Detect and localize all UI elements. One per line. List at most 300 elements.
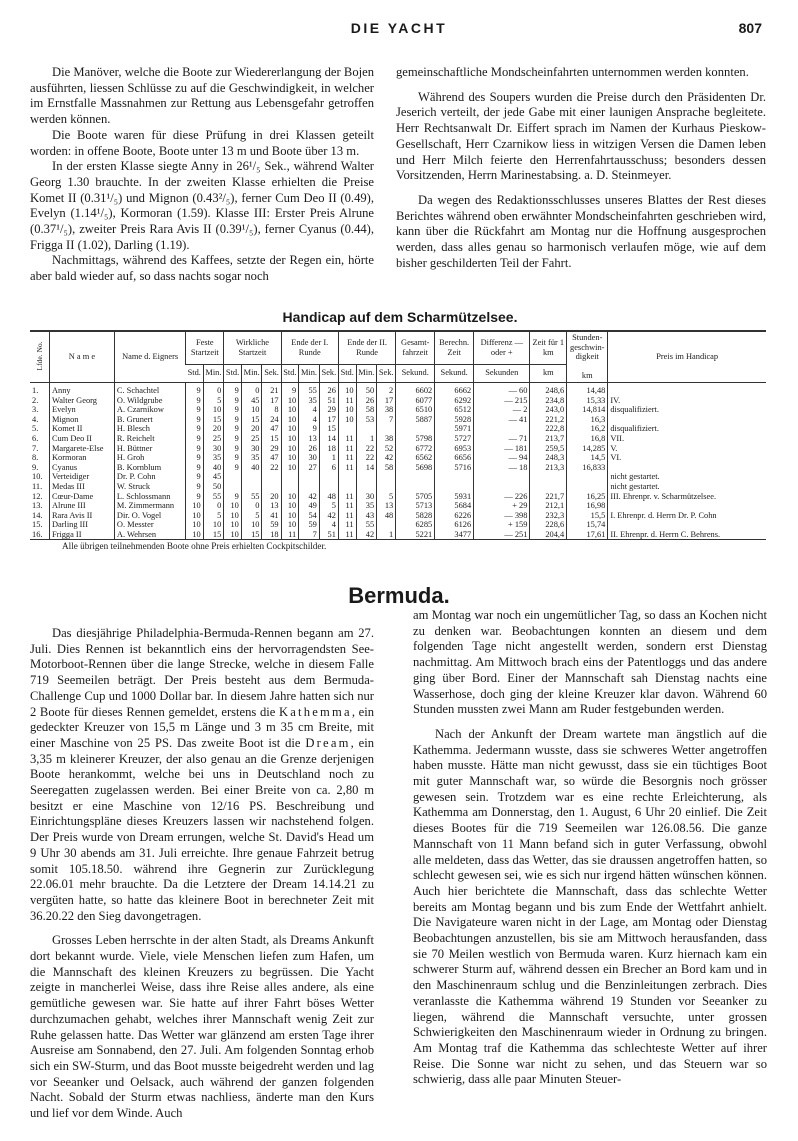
table-cell: 6077 [396, 396, 435, 406]
table-cell: 51 [319, 396, 338, 406]
table-cell: 213,7 [530, 434, 567, 444]
table-cell: 14. [32, 510, 43, 520]
table-cell: 259,5 [530, 444, 567, 454]
table-cell: 10 [203, 405, 224, 415]
table-row [30, 530, 766, 540]
sub-min: Min. [241, 364, 262, 382]
table-cell: — 41 [474, 415, 530, 425]
sub-sek: Sek. [262, 364, 281, 382]
table-cell: 22 [356, 444, 377, 454]
table-cell [608, 463, 766, 473]
table-cell [567, 482, 608, 492]
table-cell: 0 [241, 501, 262, 511]
table-cell: 35 [356, 501, 377, 511]
table-cell: 10 [338, 405, 356, 415]
table-cell: 52 [377, 444, 396, 454]
table-cell: — 71 [474, 434, 530, 444]
table-title: Handicap auf dem Scharmützelsee. [282, 309, 518, 325]
table-cell: IV. [608, 396, 766, 406]
table-cell [435, 482, 474, 492]
table-cell: Dr. P. Cohn [114, 472, 185, 482]
table-cell: — 2 [474, 405, 530, 415]
table-cell [396, 424, 435, 434]
table-cell: Darling III [49, 520, 114, 530]
table-cell: 6772 [396, 444, 435, 454]
table-cell: 9 [186, 382, 203, 395]
table-cell: 29 [262, 444, 281, 454]
table-cell: 10 [186, 530, 203, 540]
table-cell: 15,74 [567, 520, 608, 530]
table-cell: 25 [203, 434, 224, 444]
table-cell: W. Struck [114, 482, 185, 492]
table-cell: 15,5 [567, 511, 608, 521]
table-footnote: Alle übrigen teilnehmenden Boote ohne Preis erhielten Cockpitschilder. [62, 541, 327, 551]
table-cell: 7 [299, 530, 320, 540]
table-cell: 5 [203, 511, 224, 521]
table-cell: 16,2 [567, 424, 608, 434]
table-cell: 9 [224, 444, 242, 454]
top-left-column [30, 65, 374, 285]
table-row [30, 396, 766, 406]
sub-sek: Sek. [377, 364, 396, 382]
table-cell: 29 [319, 405, 338, 415]
table-cell [356, 424, 377, 434]
table-cell: 35 [299, 396, 320, 406]
table-cell: 30 [356, 492, 377, 502]
col-header-zeit-km: Zeit für 1 km [530, 331, 567, 364]
table-cell: 9 [299, 424, 320, 434]
table-cell [377, 520, 396, 530]
table-cell: — 94 [474, 453, 530, 463]
table-cell: 10 [281, 415, 299, 425]
table-cell: Cyanus [49, 463, 114, 473]
table-cell: 10 [241, 405, 262, 415]
sub-sekunden: Sekunden [474, 364, 530, 382]
table-cell: Cum Deo II [49, 434, 114, 444]
table-cell: 38 [377, 405, 396, 415]
table-cell: 53 [356, 415, 377, 425]
table-cell: 2. [32, 395, 39, 405]
table-cell: 26 [299, 444, 320, 454]
table-cell [224, 472, 242, 482]
table-cell: 0 [241, 382, 262, 395]
table-cell: 6226 [435, 511, 474, 521]
table-cell: 10 [241, 520, 262, 530]
table-cell: 10 [224, 511, 242, 521]
table-cell: 18 [319, 444, 338, 454]
handicap-table-body [30, 382, 766, 540]
table-cell: 1. [32, 385, 39, 395]
table-cell: disqualifiziert. [608, 424, 766, 434]
table-cell: 15 [262, 434, 281, 444]
table-cell: 16,8 [567, 434, 608, 444]
table-cell: 6656 [435, 453, 474, 463]
table-cell: 9 [186, 405, 203, 415]
table-cell: Komet II [49, 424, 114, 434]
col-header-speed [567, 331, 608, 382]
table-cell: 5 [319, 501, 338, 511]
table-cell: 9 [224, 382, 242, 395]
table-cell: R. Reichelt [114, 434, 185, 444]
table-cell: Verteidiger [49, 472, 114, 482]
table-cell: 9 [224, 415, 242, 425]
table-cell: 45 [203, 472, 224, 482]
table-cell: 10 [281, 453, 299, 463]
handicap-table [30, 330, 766, 540]
col-header-nr: Lfde. No. [30, 331, 49, 382]
table-cell: A. Wehrsen [114, 530, 185, 540]
table-cell [435, 472, 474, 482]
table-cell: 15 [203, 530, 224, 540]
table-cell: III. Ehrenpr. v. Scharmützelsee. [608, 492, 766, 502]
table-cell: 42 [299, 492, 320, 502]
table-row [30, 382, 766, 395]
table-cell: 40 [203, 463, 224, 473]
sub-std: Std. [224, 364, 242, 382]
table-cell: 11 [338, 511, 356, 521]
table-cell: O. Wildgrube [114, 396, 185, 406]
sub-std: Std. [338, 364, 356, 382]
table-cell [377, 482, 396, 492]
table-cell [567, 472, 608, 482]
table-cell: nicht gestartet. [608, 472, 766, 482]
page-number: 807 [738, 20, 762, 36]
table-cell [530, 472, 567, 482]
table-cell: Anny [49, 382, 114, 395]
table-cell: 16,98 [567, 501, 608, 511]
table-cell: 5971 [435, 424, 474, 434]
table-cell: 55 [299, 382, 320, 395]
table-cell: 3477 [435, 530, 474, 540]
table-cell: 5. [32, 424, 39, 434]
table-cell: 58 [356, 405, 377, 415]
table-cell: 232,3 [530, 511, 567, 521]
table-cell: 26 [319, 382, 338, 395]
table-cell: 9 [186, 415, 203, 425]
table-cell [262, 472, 281, 482]
table-cell: M. Zimmermann [114, 501, 185, 511]
table-cell: Mignon [49, 415, 114, 425]
table-cell: 55 [356, 520, 377, 530]
table-cell: 9 [224, 434, 242, 444]
table-cell: 6126 [435, 520, 474, 530]
table-cell: 48 [377, 511, 396, 521]
paragraph: Nachmittags, während des Kaffees, setzte der Regen ein, hörte aber bald wieder auf, so dass nachts sogar noch [30, 253, 374, 284]
table-cell: 22 [356, 453, 377, 463]
table-cell: 5931 [435, 492, 474, 502]
table-cell: 10 [281, 492, 299, 502]
table-cell: 13 [377, 501, 396, 511]
table-cell: 5684 [435, 501, 474, 511]
table-cell: 11 [338, 520, 356, 530]
paragraph: In der ersten Klasse siegte Anny in 26¹/₅ Sek., während Walter Georg 1.30 brauchte. In der zweiten Klasse erhielten die Preise Komet II (0.31¹/₅) und Mignon (0.43²/₅), ferner Cum Deo II (0.49), Evelyn (1.14¹/₅), Kormoran (1.59). Klasse III: Erster Preis Alrune (0.37¹/₅), zweiter Preis Rara Avis II (0.39¹/₅), ferner Cyanus (0.44), Frigga II (1.02), Darling (1.19). [30, 159, 374, 252]
table-cell: 20 [241, 424, 262, 434]
table-cell: 9 [224, 492, 242, 502]
table-cell: 30 [241, 444, 262, 454]
table-cell [338, 472, 356, 482]
col-header-berechn: Berechn. Zeit [435, 331, 474, 364]
table-row [30, 501, 766, 511]
table-cell: — 60 [474, 382, 530, 395]
col-header-gesamt: Gesamt-fahrzeit [396, 331, 435, 364]
table-cell: 14,285 [567, 444, 608, 454]
table-cell: 14,48 [567, 382, 608, 395]
table-cell: 213,3 [530, 463, 567, 473]
table-cell [241, 472, 262, 482]
table-cell: 20 [203, 424, 224, 434]
running-title: DIE YACHT [350, 20, 448, 36]
table-cell: 21 [262, 382, 281, 395]
table-cell: 11 [338, 501, 356, 511]
sub-sek: Sek. [319, 364, 338, 382]
table-cell: 10 [186, 511, 203, 521]
table-cell: 42 [377, 453, 396, 463]
table-cell: Alrune III [49, 501, 114, 511]
table-cell [377, 424, 396, 434]
table-cell: 4 [319, 520, 338, 530]
table-cell: 11 [338, 463, 356, 473]
table-cell: 16. [30, 530, 49, 540]
table-cell: 1 [319, 453, 338, 463]
article-right-column [413, 608, 767, 1088]
table-cell [608, 501, 766, 511]
table-cell: 10 [224, 520, 242, 530]
table-cell: 42 [319, 511, 338, 521]
table-cell: 22 [262, 463, 281, 473]
table-row [30, 520, 766, 530]
table-cell: C. Schachtel [114, 382, 185, 395]
table-cell: 14,5 [567, 453, 608, 463]
table-cell: 6662 [435, 382, 474, 395]
speed-label: Stunden-geschwin-digkeit [570, 333, 605, 362]
table-cell: 47 [262, 453, 281, 463]
table-cell: 11 [338, 453, 356, 463]
table-cell: 41 [262, 511, 281, 521]
table-cell [530, 482, 567, 492]
table-cell: 10 [224, 530, 242, 540]
table-cell: 10 [281, 396, 299, 406]
table-cell: 10 [338, 382, 356, 395]
table-row [30, 444, 766, 454]
table-cell: Evelyn [49, 405, 114, 415]
table-cell: 11 [338, 444, 356, 454]
table-row [30, 405, 766, 415]
table-cell: 15. [32, 520, 43, 530]
table-cell [608, 382, 766, 395]
table-cell: 10 [281, 444, 299, 454]
table-cell: V. [608, 444, 766, 454]
table-cell: 221,7 [530, 492, 567, 502]
table-cell: 18 [262, 530, 281, 540]
table-cell [608, 520, 766, 530]
table-cell: 10 [281, 424, 299, 434]
table-row [30, 511, 766, 521]
table-cell: 17 [319, 415, 338, 425]
table-cell: 5 [377, 492, 396, 502]
table-cell: 13 [299, 434, 320, 444]
table-cell: 55 [203, 492, 224, 502]
table-cell: 13 [262, 501, 281, 511]
table-cell: 11. [32, 481, 43, 491]
table-cell: O. Messter [114, 520, 185, 530]
table-cell: 5713 [396, 501, 435, 511]
table-cell: 49 [299, 501, 320, 511]
table-cell [474, 482, 530, 492]
table-cell: 10 [203, 520, 224, 530]
table-cell [396, 472, 435, 482]
table-cell: 9 [186, 396, 203, 406]
table-cell: 15 [241, 415, 262, 425]
table-cell: 9 [224, 424, 242, 434]
table-cell [281, 482, 299, 492]
table-cell: 9. [32, 462, 39, 472]
table-cell: 26 [356, 396, 377, 406]
table-cell: 59 [299, 520, 320, 530]
table-cell: 27 [299, 463, 320, 473]
table-cell: 1 [356, 434, 377, 444]
top-right-column [396, 65, 766, 271]
table-cell: — 251 [474, 530, 530, 540]
table-cell: 4 [299, 405, 320, 415]
table-cell: 6602 [396, 382, 435, 395]
table-cell: Dir. O. Vogel [114, 511, 185, 521]
sub-min: Min. [299, 364, 320, 382]
table-cell: 14 [356, 463, 377, 473]
table-cell [608, 415, 766, 425]
table-cell [299, 472, 320, 482]
table-row [30, 434, 766, 444]
table-cell: disqualifiziert. [608, 405, 766, 415]
table-cell: 11 [338, 396, 356, 406]
sub-min: Min. [203, 364, 224, 382]
table-cell: 42 [356, 530, 377, 540]
table-cell [474, 424, 530, 434]
table-cell: 10 [281, 463, 299, 473]
table-cell: 5887 [396, 415, 435, 425]
table-cell: L. Schlossmann [114, 492, 185, 502]
table-cell: A. Czarnikow [114, 405, 185, 415]
table-cell: 9 [186, 463, 203, 473]
table-cell: 54 [299, 511, 320, 521]
table-cell: 30 [299, 453, 320, 463]
table-cell: Cœur-Dame [49, 492, 114, 502]
table-cell: — 215 [474, 396, 530, 406]
table-cell: + 159 [474, 520, 530, 530]
table-cell: I. Ehrenpr. d. Herrn Dr. P. Cohn [608, 511, 766, 521]
paragraph: Die Manöver, welche die Boote zur Wiedererlangung der Bojen ausführten, liessen Schlüsse zu auf die Geschwindigkeit, in welcher im Ernstfalle Massnahmen zur Rettung aus Lebensgefahr getroffen werden können. [30, 65, 374, 127]
table-cell [474, 472, 530, 482]
table-cell: VII. [608, 434, 766, 444]
table-cell: 25 [241, 434, 262, 444]
table-cell: 11 [281, 530, 299, 540]
table-cell: 58 [377, 463, 396, 473]
table-cell: 1 [377, 530, 396, 540]
table-cell: 243,0 [530, 405, 567, 415]
table-cell: 14 [319, 434, 338, 444]
table-cell: 10 [281, 520, 299, 530]
table-cell: 6953 [435, 444, 474, 454]
table-cell [281, 472, 299, 482]
table-cell: 9 [224, 463, 242, 473]
table-cell: 5705 [396, 492, 435, 502]
table-cell: 2 [377, 382, 396, 395]
table-cell [377, 472, 396, 482]
text-run: , ein 3,35 m kleinerer Kreuzer, der also genau an die Grenze derjenigen Boote herankommt, welche bei uns in Deutschland noch zu Seeregatten zugelassen werden. Bei einer Breite von ca. 2,80 m besitzt er eine Maschine von 12/16 PS. Beschreibung und Einrichtungspläne dieses Kreuzers lassen wir nachstehend folgen. Der Preis wurde von Dream errungen, welche St. David's Head um 9 Uhr 30 abends am 31. Juli erreichte. Ihre genaue Fahrzeit betrug somit 105.18.50. während ihre Gegnerin zur Zurücklegung 22.06.01 mehr brauchte. Da die Letztere der Dream 14.14.21 zu vergüten hatte, so hatte das kleinere Boot in berechneter Zeit mit 36.20.22 den Sieg davongetragen. [30, 735, 374, 923]
table-cell: 248,3 [530, 453, 567, 463]
table-cell: 6 [319, 463, 338, 473]
table-cell: 38 [377, 434, 396, 444]
table-cell: — 181 [474, 444, 530, 454]
table-cell: 9 [186, 492, 203, 502]
table-cell: 212,1 [530, 501, 567, 511]
table-cell: 24 [262, 415, 281, 425]
paragraph: Grosses Leben herrschte in der alten Stadt, als Dreams Ankunft dort bekannt wurde. Viele, viele Menschen liefen zum Hafen, um die Mannschaft des kleinen Kreuzers zu begrüssen. Die Yacht zeigte in mancherlei Weise, dass ihre Reise alles andere, als eine gemütliche gewesen war. Sie hatte auf ihrer Fahrt böses Wetter durchzumachen gehabt, welches ihrer Mannschaft wenig Zeit zur Ruhe gelassen hatte. Das Wetter war glänzend am ersten Tage ihrer Ausreise am Sonnabend, den 27. Juli. Am folgenden Sonntag erhob sich ein SW-Sturm, und das Boot musste beigedreht werden und lag vor Seeanker und Oelsack, auch während der ganzen folgenden Nacht. Sobald der Sturm etwas nachliess, änderte man den Kurs und lief vor dem Winde. Auch [30, 933, 374, 1121]
article-left-column [30, 626, 374, 1122]
table-cell: 35 [241, 453, 262, 463]
table-cell [338, 424, 356, 434]
table-cell: 10 [338, 415, 356, 425]
boat-name: Dream [305, 735, 351, 750]
table-cell: 7. [32, 443, 39, 453]
table-cell [338, 482, 356, 492]
paragraph: am Montag war noch ein ungemütlicher Tag, so dass an Kochen nicht zu denken war. Beobachtungen konnten an diesem und dem folgenden Tage nicht angestellt werden, sondern erst Dienstag nachmittag. Am Mittwoch brach eins der Patentloggs und das andere ging über Bord. Einer der Mannschaft sah Dienstag nachts eine Wasserhose, doch ging der kleine Kreuzer klar davon. Während 60 Stunden mussten zwei Mann am Ruder festgebunden werden. [413, 608, 767, 717]
table-cell: 8. [32, 453, 39, 463]
table-cell: 9 [186, 424, 203, 434]
sub-sekund: Sekund. [396, 364, 435, 382]
table-cell: 10 [281, 434, 299, 444]
text-run: Das diesjährige Philadelphia-Bermuda-Rennen begann am 27. Juli. Dies Rennen ist bekanntlich eins der hervorragendsten See-Motorboot-Rennen über die lange Strecke, welche in diesem Falle 719 Seemeilen beträgt. Der Preis besteht aus dem Bermuda-Challenge Cup und 1000 Dollar bar. In diesem Jahre hatten sich nur 2 Boote für dieses Rennen gemeldet, erstens die [30, 626, 374, 719]
table-cell: 16,25 [567, 492, 608, 502]
table-cell: 45 [241, 396, 262, 406]
table-cell: 6. [32, 433, 39, 443]
boat-name: Kathemma [278, 704, 352, 719]
table-cell: 10 [281, 405, 299, 415]
table-cell: 16,3 [567, 415, 608, 425]
table-row [30, 492, 766, 502]
table-cell: H. Groh [114, 453, 185, 463]
table-row [30, 472, 766, 482]
col-header-wirkliche: Wirkliche Startzeit [224, 331, 281, 364]
table-cell: 16,833 [567, 463, 608, 473]
table-cell [396, 482, 435, 492]
col-header-ende1: Ende der I. Runde [281, 331, 338, 364]
table-cell: Margarete-Else [49, 444, 114, 454]
table-cell: 5221 [396, 530, 435, 540]
table-cell: 43 [356, 511, 377, 521]
table-cell: 11 [338, 492, 356, 502]
sub-std: Std. [186, 364, 203, 382]
table-cell: 51 [319, 530, 338, 540]
table-cell [356, 482, 377, 492]
table-cell: 9 [224, 453, 242, 463]
table-cell: 5 [241, 511, 262, 521]
table-cell: 228,6 [530, 520, 567, 530]
table-cell: 4 [299, 415, 320, 425]
sub-min: Min. [356, 364, 377, 382]
table-cell: 234,8 [530, 396, 567, 406]
col-header-owner: Name d. Eigners [114, 331, 185, 382]
paragraph: Da wegen des Redaktionsschlusses unseres Blattes der Rest dieses Berichtes während oben erwähnter Mondscheinfahrten geschrieben wird, kann über die Rückfahrt am Montag nur die Hoffnung ausgesprochen werden, dass alles genau so harmonisch verlaufen möge, wie auf dem bisher geschilderten Teil der Fahrt. [396, 192, 766, 270]
table-cell: Walter Georg [49, 396, 114, 406]
table-cell: 55 [241, 492, 262, 502]
table-cell [241, 482, 262, 492]
table-cell: 6292 [435, 396, 474, 406]
table-cell: — 18 [474, 463, 530, 473]
table-cell: 9 [224, 405, 242, 415]
table-cell: 5928 [435, 415, 474, 425]
table-cell: 248,6 [530, 382, 567, 395]
table-cell: 40 [241, 463, 262, 473]
